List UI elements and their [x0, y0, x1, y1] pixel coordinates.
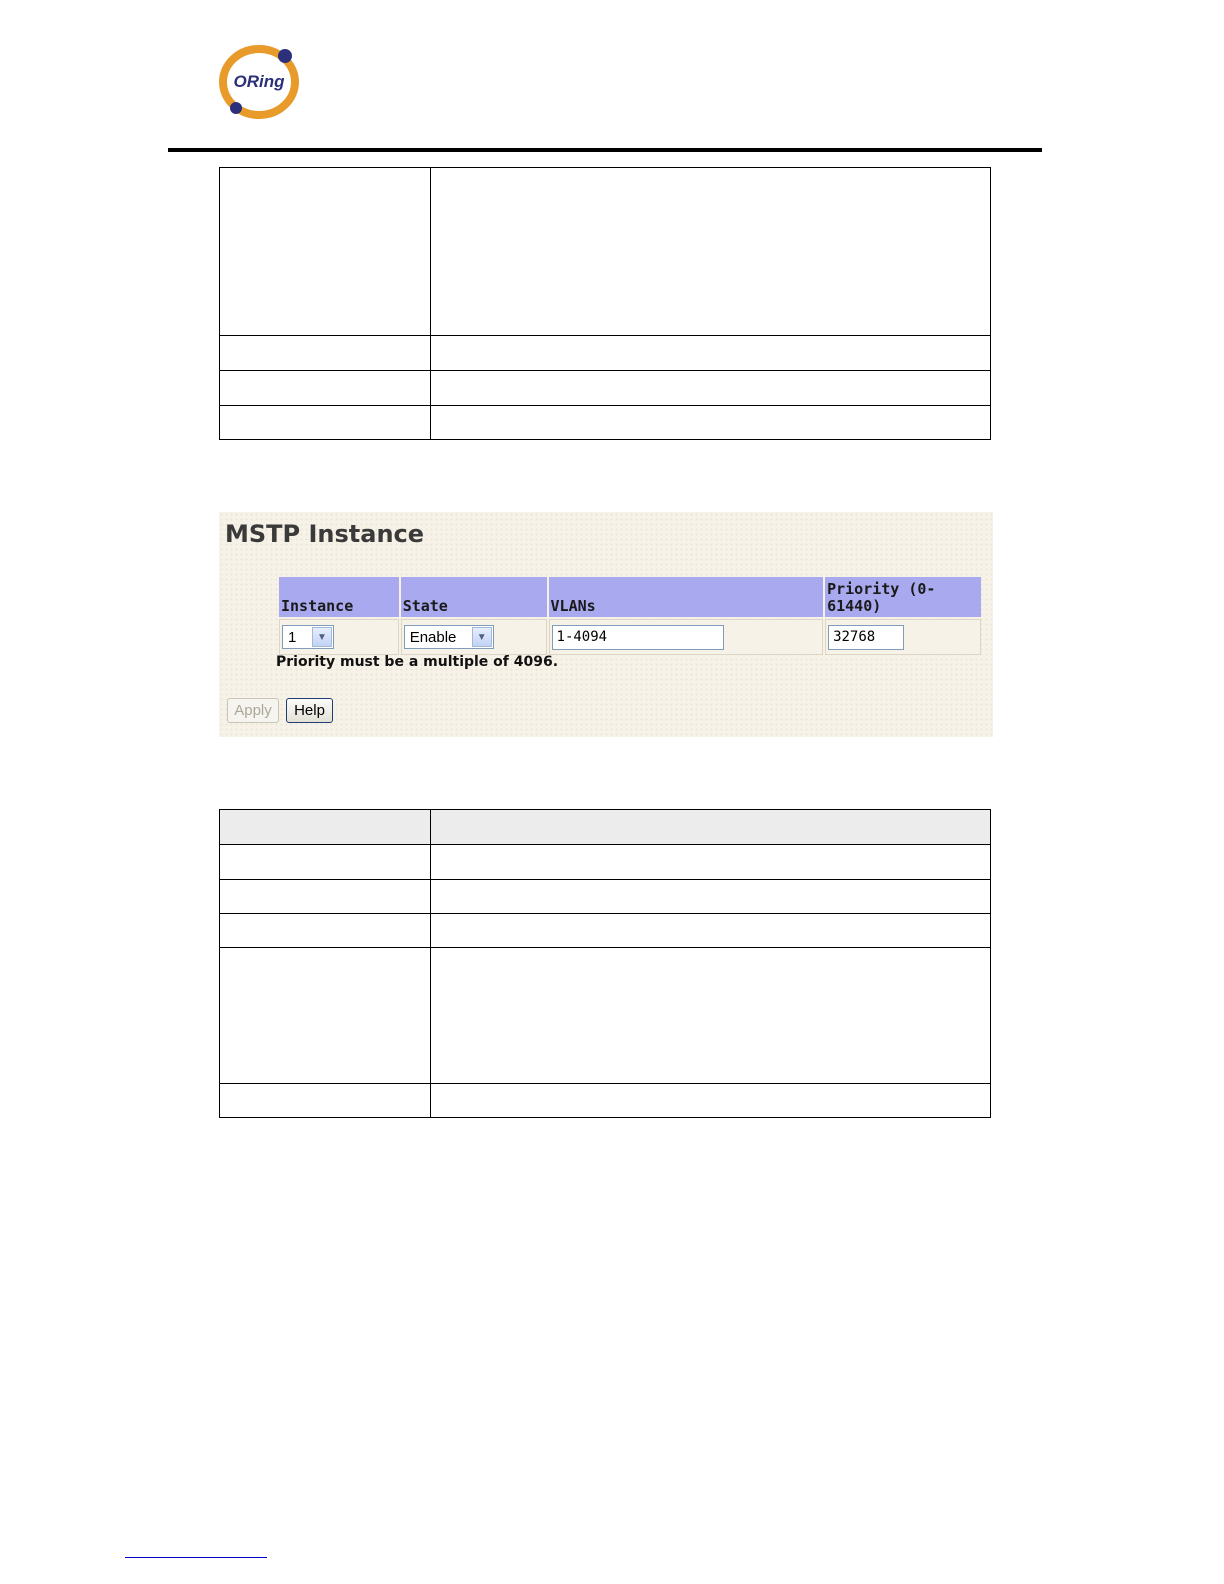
mstp-instance-table: [277, 575, 983, 657]
instance-select-value: 1: [288, 628, 297, 646]
instance-select[interactable]: [282, 625, 334, 649]
header-rule: [168, 148, 1042, 152]
chevron-down-icon[interactable]: ▼: [312, 627, 332, 647]
column-header-state: State: [401, 577, 547, 617]
mstp-instance-panel: [219, 512, 993, 737]
state-select[interactable]: [404, 625, 494, 649]
priority-note: Priority must be a multiple of 4096.: [276, 654, 559, 670]
table-header-row: [220, 810, 991, 845]
table-row: [220, 948, 991, 1084]
table-row: [220, 845, 991, 880]
table-row: [220, 914, 991, 948]
bottom-description-table: [219, 809, 991, 1118]
svg-text:ORing: ORing: [233, 72, 285, 91]
table-row: [220, 1084, 991, 1118]
panel-title: MSTP Instance: [225, 520, 425, 548]
chevron-down-icon[interactable]: ▼: [472, 627, 492, 647]
vlans-input[interactable]: 1-4094: [552, 625, 724, 650]
apply-button[interactable]: Apply: [227, 698, 279, 723]
top-description-table: [219, 167, 991, 440]
table-row: [220, 168, 991, 336]
column-header-instance: Instance: [279, 577, 399, 617]
table-row: [220, 336, 991, 371]
footer-link-underline: [125, 1557, 267, 1558]
table-row: [279, 619, 981, 655]
help-button[interactable]: Help: [286, 698, 333, 723]
table-row: [220, 371, 991, 406]
state-select-value: Enable: [409, 628, 457, 646]
column-header-vlans: VLANs: [549, 577, 824, 617]
table-row: [220, 880, 991, 914]
priority-input[interactable]: 32768: [828, 625, 904, 650]
oring-logo: [215, 42, 305, 122]
column-header-priority: Priority (0-61440): [825, 577, 981, 617]
table-row: [220, 406, 991, 440]
